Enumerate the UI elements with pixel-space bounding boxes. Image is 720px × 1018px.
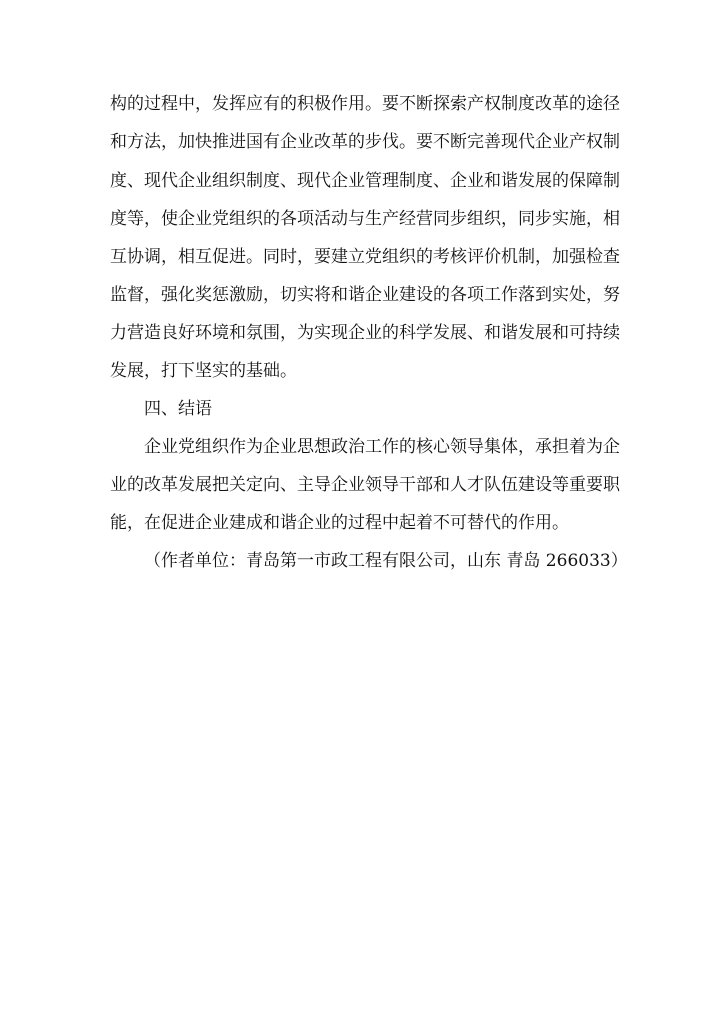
paragraph-line: 企业党组织作为企业思想政治工作的核心领导集体，承担着为企 [144, 437, 620, 457]
paragraph-line: 度、现代企业组织制度、现代企业管理制度、企业和谐发展的保障制 [110, 171, 620, 191]
paragraph-line: 能，在促进企业建成和谐企业的过程中起着不可替代的作用。 [110, 513, 569, 533]
paragraph-line: 监督，强化奖惩激励，切实将和谐企业建设的各项工作落到实处，努 [110, 285, 620, 305]
author-affiliation: （作者单位：青岛第一市政工程有限公司，山东 青岛 266033） [144, 551, 628, 571]
paragraph-line: 和方法，加快推进国有企业改革的步伐。要不断完善现代企业产权制 [110, 132, 620, 152]
paragraph-line: 互协调，相互促进。同时，要建立党组织的考核评价机制，加强检查 [110, 247, 620, 267]
paragraph-line: 力营造良好环境和氛围，为实现企业的科学发展、和谐发展和可持续 [110, 323, 620, 343]
paragraph-line: 构的过程中，发挥应有的积极作用。要不断探索产权制度改革的途径 [110, 94, 620, 114]
paragraph-line: 发展，打下坚实的基础。 [110, 361, 297, 381]
paragraph-line: 业的改革发展把关定向、主导企业领导干部和人才队伍建设等重要职 [110, 475, 620, 495]
section-heading: 四、结语 [144, 399, 212, 419]
paragraph-line: 度等，使企业党组织的各项活动与生产经营同步组织，同步实施，相 [110, 209, 620, 229]
